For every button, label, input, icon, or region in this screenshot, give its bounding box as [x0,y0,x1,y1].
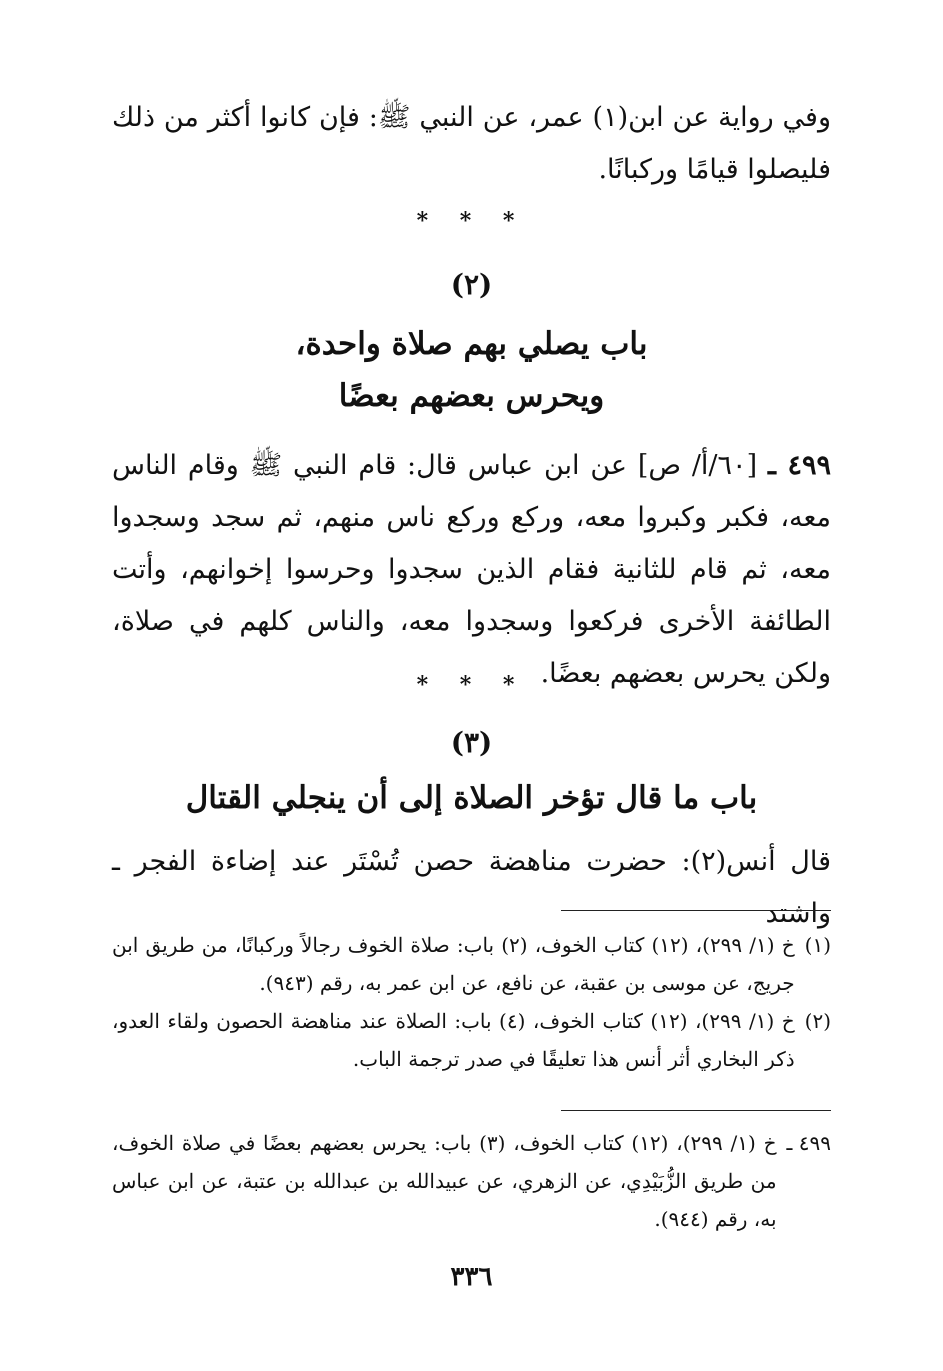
section-title [112,318,831,422]
footnote [112,1002,831,1078]
footnote [112,1124,831,1238]
footnote-label: (١) [804,933,831,957]
hadith-paragraph [112,440,831,700]
section-separator: * * * [416,208,527,234]
footnote [112,926,831,1002]
footnote-text: خ (١/ ٢٩٩)، (١٢) كتاب الخوف، (٤) باب: الصلاة عند مناهضة الحصون ولقاء العدو، ذكر البخاري أثر أنس هذا تعليقًا في صدر ترجمة الباب. [112,1009,795,1071]
hadith-source-note [112,1124,831,1238]
section-title-line: ويحرس بعضهم بعضًا [338,378,605,414]
section-number: (٣) [450,726,493,759]
footnote-text: خ (١/ ٢٩٩)، (١٢) كتاب الخوف، (٣) باب: يحرس بعضهم بعضًا في صلاة الخوف، من طريق الزُّبَيْدِي، عن الزهري، عن عبيدالله بن عبدالله بن عتبة، عن ابن عباس به، رقم (٩٤٤). [112,1131,777,1231]
book-page [112,0,831,1371]
footnotes [112,926,831,1078]
paragraph-1: وفي رواية عن ابن(١) عمر، عن النبي ﷺ: فإن كانوا أكثر من ذلك فليصلوا قيامًا وركبانًا. [112,102,831,185]
page-number: ٣٣٦ [450,1262,493,1292]
section-number: (٢) [450,268,493,301]
section-title [112,772,831,824]
hadith-number: ٤٩٩ ـ [767,450,832,481]
footnote-divider [561,910,831,911]
footnote-label: (٢) [804,1009,831,1033]
paragraph-3: قال أنس(٢): حضرت مناهضة حصن تُسْتَر عند إضاءة الفجر ـ واشتد [112,846,832,929]
footnote-text: خ (١/ ٢٩٩)، (١٢) كتاب الخوف، (٢) باب: صلاة الخوف رجالاً وركبانًا، من طريق ابن جريج، عن موسى بن عقبة، عن نافع، عن ابن عمر به، رقم (٩٤٣). [112,933,795,995]
section-title-line: باب ما قال تؤخر الصلاة إلى أن ينجلي القتال [185,780,758,816]
footnote-divider [561,1110,831,1111]
footnote-label: ٤٩٩ ـ [786,1131,831,1155]
section-separator: * * * [416,672,527,698]
hadith-text: [٦٠/أ/ ص] عن ابن عباس قال: قام النبي ﷺ وقام الناس معه، فكبر وكبروا معه، وركع وركع ناس منهم، ثم سجد وسجدوا معه، ثم قام للثانية فقام الذين سجدوا وحرسوا إخوانهم، وأتت الطائفة الأخرى فركعوا وسجدوا معه، والناس كلهم في صلاة، ولكن يحرس بعضهم بعضًا. [112,450,831,689]
section-title-line: باب يصلي بهم صلاة واحدة، [295,326,648,362]
